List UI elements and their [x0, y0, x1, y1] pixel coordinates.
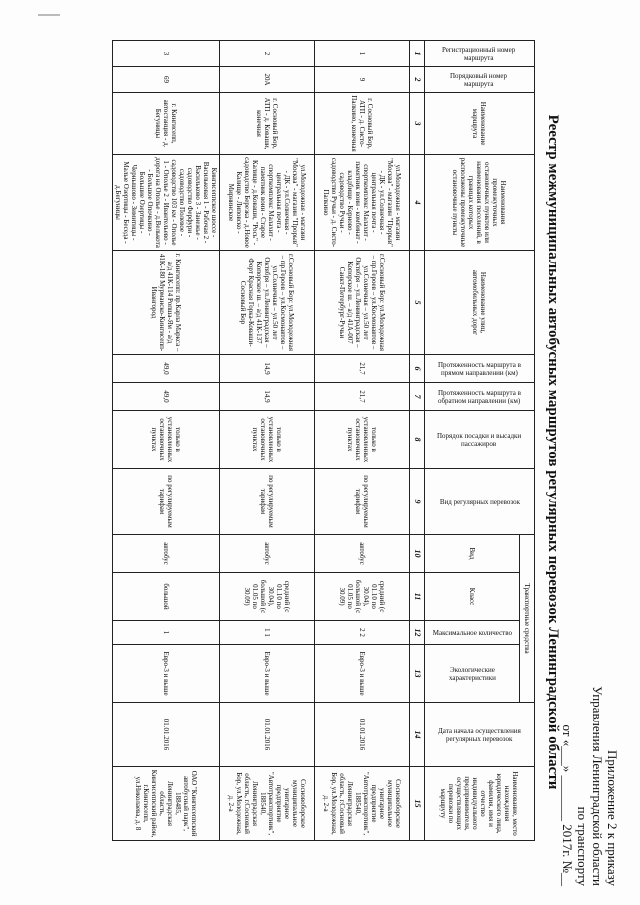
header-boarding: Порядок посадки и высадки пассажиров — [425, 411, 535, 469]
cell-carrier: Сосновоборское муниципальное унитарное предприятие "Автотранспортник", 188540, Ленинградская область, г.Сосновый Бор, ул.Молодежная, д. 2-а — [315, 767, 410, 841]
col-num: 1 — [410, 41, 425, 67]
col-num: 3 — [410, 93, 425, 155]
appendix-line-1: Приложение 2 к приказу — [605, 749, 620, 886]
cell-reg-no: 2 — [220, 41, 315, 67]
page-title: Реестр межмуниципальных автобусных маршрутов регулярных перевозок Ленинградской области — [545, 114, 561, 790]
cell-streets: г.Сосновый Бор: ул.Молодежная – пр.Героев – ул.Космонавтов – ул.Солнечная – ул.50 лет Октября – ул.Ленинградская – Копорское ш. – а/д 41К-137 Форт Красная Горка-Коваши-Сосновый Бор — [220, 251, 315, 355]
cell-reg-no: 1 — [315, 41, 410, 67]
cell-kind: по регулируемым тарифам — [315, 469, 410, 535]
appendix-block — [560, 626, 620, 886]
cell-eco: Евро-3 и выше — [315, 645, 410, 703]
cell-seq-no: 9 — [315, 67, 410, 93]
cell-len-back: 14,9 — [220, 383, 315, 411]
header-start-date: Дата начала осуществления регулярных перевозок — [425, 703, 535, 767]
header-veh-max: Максимальное количество — [425, 621, 520, 645]
cell-eco: Евро-3 и выше — [220, 645, 315, 703]
cell-veh-class: средний (с 01.10 по 30.04), большой (с 01.05 по 30.09) — [220, 573, 315, 621]
cell-veh-max: 2 2 — [315, 621, 410, 645]
cell-stops: Кингисеппское шоссе - Васильковая 1 - Рабочая 2 - Васильково 3 - Занежье - садоводство Ферфури - садоводство Полевое - садоводство 103 км - Ополье 1 - Ополье 2 - Ивантельево - дорога на Ополье - д.Велькота - Большое Опочкино - Большие Озертицы - Чернышово - Зимитицы - Малые Озертицы - Беседа - д.Бегуницы — [113, 155, 220, 251]
cell-route-name: г. Кингисепп, автостанция - д. Бегуницы — [113, 93, 220, 155]
column-number-row — [410, 41, 425, 841]
header-streets: Наименование улиц, автомобильных дорог — [425, 251, 535, 355]
cell-veh-type: автобус — [315, 535, 410, 573]
cell-veh-class: большой — [113, 573, 220, 621]
cell-route-name: г. Сосновый Бор, АТП - д. Коваши, конечная — [220, 93, 315, 155]
col-num: 10 — [410, 535, 425, 573]
table-row — [113, 41, 220, 841]
cell-kind: по регулируемым тарифам — [220, 469, 315, 535]
col-num: 6 — [410, 355, 425, 383]
header-seq-no: Порядковый номер маршрута — [425, 67, 535, 93]
header-kind: Вид регулярных перевозок — [425, 469, 535, 535]
header-stops: Наименования промежуточных остановочных пунктов или наименования поселений, в границах которых расположены промежуточные остановочные пункты — [425, 155, 535, 251]
cell-len-back: 21,7 — [315, 383, 410, 411]
cell-start-date: 01.01.2016 — [220, 703, 315, 767]
col-num: 4 — [410, 155, 425, 251]
cell-len-fwd: 49,0 — [113, 355, 220, 383]
cell-seq-no: 20А — [220, 67, 315, 93]
cell-len-back: 49,0 — [113, 383, 220, 411]
cell-stops: ул.Молодежная - магазин "Москва" - магазин "Прорыв" - ДК - ул.Солнечная - центральная почта - спорткомплекс Малахит - памятник воин - комбинат - кладбище - Керново - садоводство Ручьи - садоводство Ручьи - д. Систо-Палкино — [315, 155, 410, 251]
cell-start-date: 01.01.2016 — [113, 703, 220, 767]
appendix-line-4: от «___» _______ 2017г. №__ — [560, 724, 575, 886]
rotated-page-content — [20, 12, 620, 892]
header-route-name: Наименование маршрута — [425, 93, 535, 155]
cell-stops: ул.Молодежная - магазин "Москва" - магазин "Прорыв" - ДК - ул.Солнечная - центральная почта - спорткомплекс Малахит - памятник воин - Старое Калище - д.Коваши, "Рось" - садоводство Березка - д.Новое Калище - Липовско - Мирнинское — [220, 155, 315, 251]
cell-reg-no: 3 — [113, 41, 220, 67]
table-header-row — [520, 41, 535, 841]
col-num: 14 — [410, 703, 425, 767]
header-eco: Экологические характеристики — [425, 645, 520, 703]
header-veh-type: Вид — [425, 535, 520, 573]
cell-veh-type: автобус — [113, 535, 220, 573]
table-row — [315, 41, 410, 841]
cell-streets: г.Сосновый Бор: ул.Молодежная – пр.Героев – ул.Космонавтов – ул.Солнечная – ул.50 лет Октября – ул.Ленинградская – Копорское ш. – а/д 41А-007 Санкт-Петербург-Ручьи — [315, 251, 410, 355]
cell-boarding: только в установленных остановочных пунктах — [315, 411, 410, 469]
header-vehicles: Транспортные средства — [520, 535, 535, 703]
cell-boarding: только в установленных остановочных пунктах — [220, 411, 315, 469]
cell-veh-max: 1 — [113, 621, 220, 645]
cell-boarding: только в установленных остановочных пунктах — [113, 411, 220, 469]
cell-streets: г. Кингисепп: пр.Карла Маркса – а/д 41К-114 Ропша-Ям - а/д 41К-180 Мурманско-Кингисепп-Ивангород — [113, 251, 220, 355]
col-num: 5 — [410, 251, 425, 355]
cell-len-fwd: 21,7 — [315, 355, 410, 383]
header-carrier: Наименование, место нахождения юридического лица, фамилия, имя и отчество индивидуального предпринимателя, осуществляющих перевозки по маршруту — [425, 767, 535, 841]
header-len-fwd: Протяженность маршрута в прямом направлении (км) — [425, 355, 535, 383]
cell-eco: Евро-3 и выше — [113, 645, 220, 703]
table-row — [220, 41, 315, 841]
cell-veh-max: 1 1 — [220, 621, 315, 645]
col-num: 8 — [410, 411, 425, 469]
header-reg-no: Регистрационный номер маршрута — [425, 41, 535, 67]
header-len-back: Протяженность маршрута в обратном направлении (км) — [425, 383, 535, 411]
col-num: 11 — [410, 573, 425, 621]
col-num: 9 — [410, 469, 425, 535]
cell-carrier: ОАО "Кингисеппский автобусный парк", 188485, Ленинградская область, Кингисеппский район, г.Кингисепп, ул.Николаева, д. 8 — [113, 767, 220, 841]
cell-seq-no: 69 — [113, 67, 220, 93]
header-veh-class: Класс — [425, 573, 520, 621]
col-num: 12 — [410, 621, 425, 645]
cell-len-fwd: 14,9 — [220, 355, 315, 383]
cell-veh-type: автобус — [220, 535, 315, 573]
cell-veh-class: средний (с 01.10 по 30.04), большой (с 01.05 по 30.09) — [315, 573, 410, 621]
col-num: 15 — [410, 767, 425, 841]
routes-registry-table — [112, 40, 535, 841]
cell-carrier: Сосновоборское муниципальное унитарное предприятие "Автотранспортник", 188540, Ленинградская область, г.Сосновый Бор, ул.Молодежная, д. 2-а — [220, 767, 315, 841]
cell-route-name: г. Сосновый Бор, АТП - д. Систо-Палкино, конечная — [315, 93, 410, 155]
cell-start-date: 01.01.2016 — [315, 703, 410, 767]
cell-kind: по регулируемым тарифам — [113, 469, 220, 535]
appendix-line-2: Управления Ленинградской области — [590, 686, 605, 886]
col-num: 13 — [410, 645, 425, 703]
col-num: 2 — [410, 67, 425, 93]
appendix-line-3: по транспорту — [575, 806, 590, 886]
col-num: 7 — [410, 383, 425, 411]
